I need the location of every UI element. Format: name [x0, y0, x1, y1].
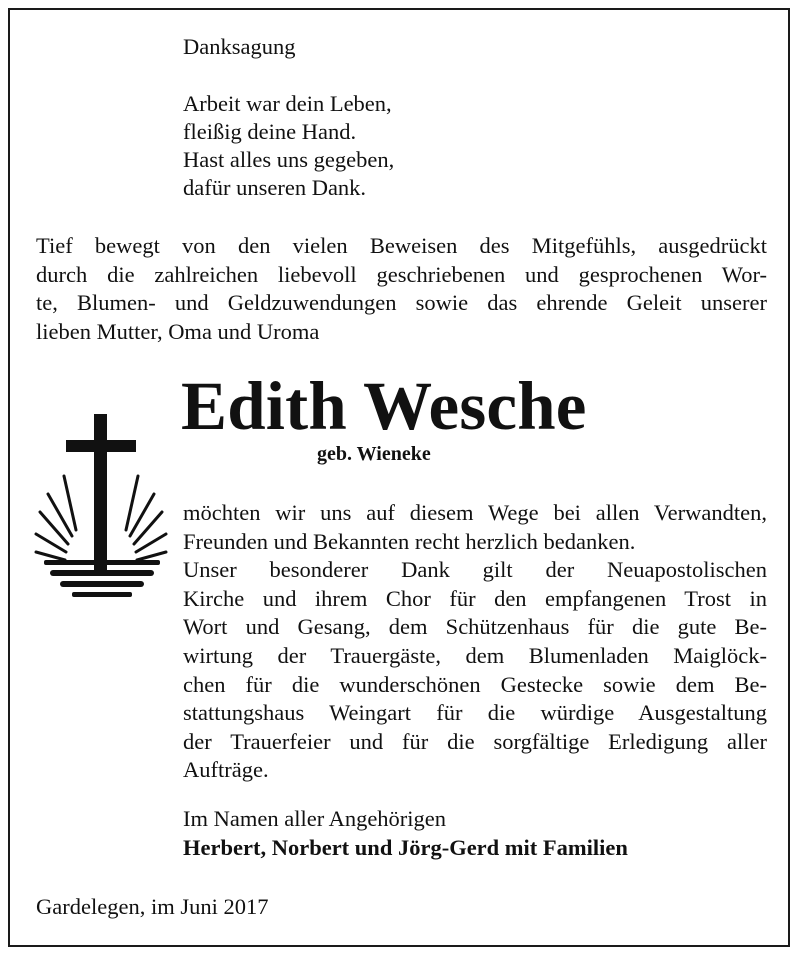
- maiden-name: geb. Wieneke: [317, 443, 431, 465]
- deceased-name: Edith Wesche: [181, 368, 587, 444]
- body-line: Freunden und Bekannten recht herzlich bedanken.: [183, 528, 636, 554]
- signature-names: Herbert, Norbert und Jörg-Gerd mit Familien: [183, 835, 628, 860]
- poem-line: dafür unseren Dank.: [183, 175, 367, 200]
- place-date: Gardelegen, im Juni 2017: [36, 894, 269, 919]
- intro-line: Tief bewegt von den vielen Beweisen des Mitgefühls, ausgedrückt: [36, 233, 767, 258]
- heading: Danksagung: [183, 34, 296, 59]
- body-line: der Trauerfeier und für die sorgfältige Erledigung aller: [183, 728, 767, 754]
- body-line: Wort und Gesang, dem Schützenhaus für die gute Be-: [183, 614, 767, 640]
- intro-line: durch die zahlreichen liebevoll geschriebenen und gesprochenen Wor-: [36, 261, 767, 287]
- body-line: Kirche und ihrem Chor für den empfangenen Trost in: [183, 585, 767, 611]
- poem-line: Arbeit war dein Leben,: [183, 91, 392, 116]
- body-line: Aufträge.: [183, 757, 269, 783]
- poem-line: fleißig deine Hand.: [183, 119, 357, 144]
- body-line: wirtung der Trauergäste, dem Blumenladen Maiglöck-: [183, 642, 767, 668]
- cross-sunrise-icon: [32, 410, 172, 600]
- body-paragraph: [183, 499, 767, 785]
- body-line: Unser besonderer Dank gilt der Neuapostolischen: [183, 557, 767, 583]
- intro-line: te, Blumen- und Geldzuwendungen sowie das ehrende Geleit unserer: [36, 290, 767, 316]
- poem-line: Hast alles uns gegeben,: [183, 147, 395, 172]
- body-line: chen für die wunderschönen Gestecke sowie dem Be-: [183, 671, 767, 697]
- body-line: möchten wir uns auf diesem Wege bei allen Verwandten,: [183, 500, 767, 525]
- intro-line: lieben Mutter, Oma und Uroma: [36, 318, 320, 344]
- intro-paragraph: [36, 232, 767, 346]
- body-line: stattungshaus Weingart für die würdige Ausgestaltung: [183, 700, 767, 726]
- signature-line: Im Namen aller Angehörigen: [183, 806, 447, 831]
